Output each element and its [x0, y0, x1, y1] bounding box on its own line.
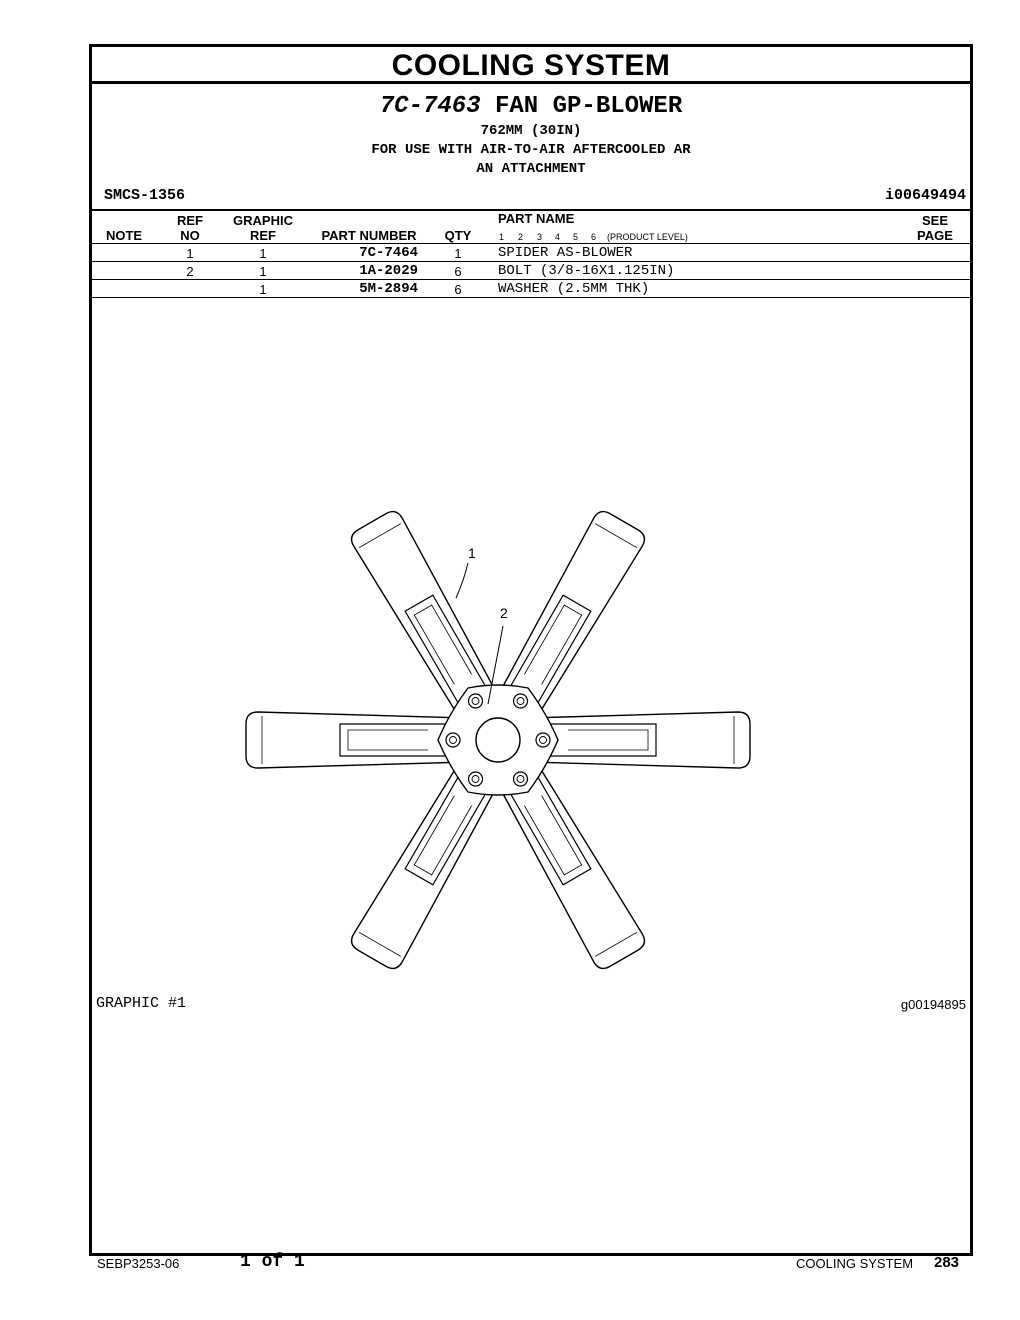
row1-part-name: SPIDER AS-BLOWER: [498, 245, 633, 261]
header-part-name: PART NAME: [498, 211, 575, 226]
footer-section: COOLING SYSTEM: [796, 1256, 914, 1271]
header-note: NOTE: [105, 228, 143, 243]
product-level-1: 1: [499, 232, 505, 242]
row3-part-name: WASHER (2.5MM THK): [498, 281, 650, 297]
group-part-number: 7C-7463: [379, 93, 481, 120]
title-band: [92, 47, 970, 84]
center-bore: [476, 718, 520, 762]
header-see-page-top: SEE: [921, 213, 948, 228]
row1-qty: 1: [454, 246, 462, 261]
row2-ref-no: 2: [186, 264, 194, 279]
row3-part-number: 5M-2894: [359, 281, 418, 297]
callout-1: 1: [468, 545, 476, 561]
callout-2: 2: [500, 605, 508, 621]
header-see-page-bottom: PAGE: [917, 228, 953, 243]
row2-graphic-ref: 1: [259, 264, 267, 279]
product-level-2: 2: [518, 232, 524, 242]
graphic-id: g00194895: [900, 997, 966, 1012]
row1-ref-no: 1: [186, 246, 194, 261]
footer-page-number: 283: [934, 1254, 960, 1271]
group-attachment-line: AN ATTACHMENT: [476, 161, 586, 177]
smcs-code: SMCS-1356: [104, 187, 186, 204]
row1-rule: [92, 261, 970, 262]
row1-part-number: 7C-7464: [359, 245, 418, 261]
group-usage-line: FOR USE WITH AIR-TO-AIR AFTERCOOLED AR: [371, 142, 691, 158]
row2-part-number: 1A-2029: [359, 263, 418, 279]
callout-1-leader: [456, 563, 468, 598]
product-level-4: 4: [555, 232, 561, 242]
footer-page-of: 1 of 1: [240, 1252, 305, 1272]
header-part-number: PART NUMBER: [321, 228, 417, 243]
graphic-label: GRAPHIC #1: [96, 995, 187, 1012]
row3-graphic-ref: 1: [259, 282, 267, 297]
product-level-3: 3: [537, 232, 543, 242]
section-title: COOLING SYSTEM: [391, 49, 671, 82]
group-size-line: 762MM (30IN): [480, 123, 582, 139]
header-rule: [92, 243, 970, 244]
footer-doc-id: SEBP3253-06: [97, 1256, 180, 1271]
row2-rule: [92, 279, 970, 280]
header-graphic-ref-bottom: REF: [250, 228, 276, 243]
header-ref-no-bottom: NO: [180, 228, 200, 243]
row1-graphic-ref: 1: [259, 246, 267, 261]
header-ref-no-top: REF: [177, 213, 203, 228]
group-title: [92, 93, 970, 120]
header-qty: QTY: [444, 228, 472, 243]
row2-qty: 6: [454, 264, 462, 279]
group-name: FAN GP-BLOWER: [495, 93, 683, 120]
product-level-label: (PRODUCT LEVEL): [607, 232, 688, 242]
header-graphic-ref-top: GRAPHIC: [233, 213, 293, 228]
fan-illustration: [228, 510, 768, 990]
row3-qty: 6: [454, 282, 462, 297]
product-level-5: 5: [573, 232, 579, 242]
product-level-6: 6: [591, 232, 597, 242]
row3-rule: [92, 297, 970, 298]
illustration-id: i00649494: [884, 187, 966, 204]
row2-part-name: BOLT (3/8-16X1.125IN): [498, 263, 675, 279]
